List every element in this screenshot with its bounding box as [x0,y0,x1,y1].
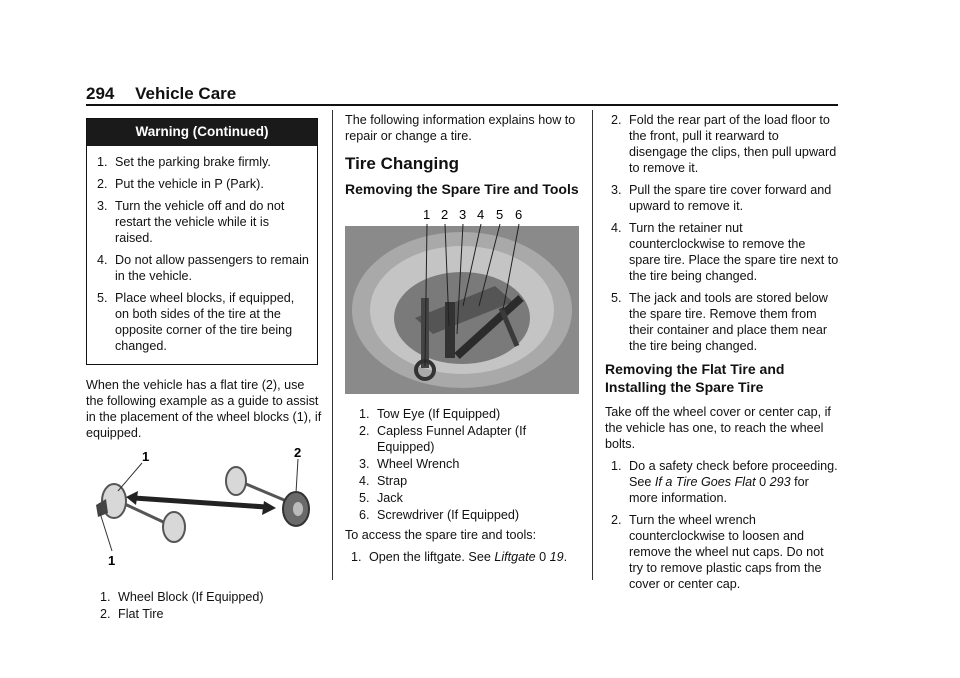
subsection-heading: Removing the Spare Tire and Tools [345,181,579,197]
access-steps [345,549,581,565]
warning-list [87,146,317,364]
list-item: 2. Flat Tire [100,607,164,621]
column-3 [605,112,839,598]
callout-label: 1 [108,553,116,568]
list-item: 5. The jack and tools are stored below the spare tire. Remove them from their container and place them near the tire being changed. [611,291,828,353]
list-item: 2. Turn the wheel wrench counterclockwise to loosen and remove the wheel nut caps. Do not try to remove plastic caps from the cover or center cap. [611,513,824,591]
list-item: 5. Place wheel blocks, if equipped, on both sides of the tire at the opposite corner of the tire being changed. [97,291,295,353]
list-item: 2. Fold the rear part of the load floor to the front, pull it rearward to disengage the clips, then pull upward to remove it. [611,113,837,175]
list-item: 1. Wheel Block (If Equipped) [100,590,264,604]
wheel-block-paragraph: When the vehicle has a flat tire (2), use the following example as a guide to assist in the placement of the wheel blocks (1), if equipped. [86,378,322,440]
leader-line [118,463,142,491]
page-ref-number[interactable]: 19 [549,550,564,564]
wheel-cover-paragraph: Take off the wheel cover or center cap, if the vehicle has one, to reach the wheel bolts. [605,405,831,451]
arrow-shaft [134,498,266,507]
list-item: 1. Do a safety check before proceeding. See If a Tire Goes Flat 0 293 for more information. [611,459,838,505]
section-title: Vehicle Care [135,84,237,103]
arrow-head [262,501,276,515]
list-item: 4. Turn the retainer nut counterclockwise to remove the spare tire. Place the spare tire next to the tire being changed. [611,221,839,283]
callout-label: 6 [515,207,523,222]
leader-line [100,513,112,551]
header-rule [86,104,838,106]
callout-label: 1 [142,449,150,464]
list-item: 3. Wheel Wrench [359,457,460,471]
column-divider [332,110,333,580]
page-number: 294 [86,84,115,103]
tools-legend [345,406,581,523]
flat-tire-steps [605,458,839,592]
tire-shape [226,467,246,495]
callout-label: 5 [496,207,504,222]
access-paragraph: To access the spare tire and tools: [345,528,537,542]
subsection-heading: Removing the Flat Tire and Installing the Spare Tire [605,361,785,395]
callout-label: 3 [459,207,467,222]
list-item: 4. Strap [359,474,408,488]
list-item: 2. Put the vehicle in P (Park). [97,177,264,191]
section-heading: Tire Changing [345,154,459,173]
warning-box [86,118,318,365]
column-divider [592,110,593,580]
callout-label: 4 [477,207,485,222]
hub-shape [293,502,303,516]
callout-label: 2 [441,207,449,222]
list-item: 2. Capless Funnel Adapter (If Equipped) [359,424,527,454]
page-ref-arrow: 0 [759,475,767,489]
arrow-head [126,491,138,505]
spare-tire-tools-figure [345,206,579,394]
page-header [86,84,236,104]
wheel-block-legend [86,589,322,622]
list-item: 1. Open the liftgate. See Liftgate 0 19. [351,550,568,564]
page-ref-arrow: 0 [539,550,547,564]
column-2 [345,112,581,571]
spare-steps [605,112,839,354]
list-item: 3. Turn the vehicle off and do not restart the vehicle while it is raised. [97,199,285,245]
warning-title: Warning (Continued) [87,119,317,146]
list-item: 4. Do not allow passengers to remain in the vehicle. [97,253,309,283]
cross-reference-link[interactable]: Liftgate [494,550,536,564]
list-item: 5. Jack [359,491,403,505]
callout-label: 1 [423,207,431,222]
page-ref-number[interactable]: 293 [769,475,791,489]
funnel-adapter-shape [445,302,455,358]
list-item: 6. Screwdriver (If Equipped) [359,508,520,522]
list-item: 1. Tow Eye (If Equipped) [359,407,501,421]
list-item: 3. Pull the spare tire cover forward and upward to remove it. [611,183,832,213]
list-item: 1. Set the parking brake firmly. [97,155,271,169]
wheel-block-figure [86,447,316,577]
callout-label: 2 [294,447,302,460]
tire-shape [163,512,185,542]
cross-reference-link[interactable]: If a Tire Goes Flat [654,475,756,489]
leader-line [296,459,298,493]
intro-paragraph: The following information explains how to repair or change a tire. [345,113,576,143]
column-1 [86,118,322,623]
